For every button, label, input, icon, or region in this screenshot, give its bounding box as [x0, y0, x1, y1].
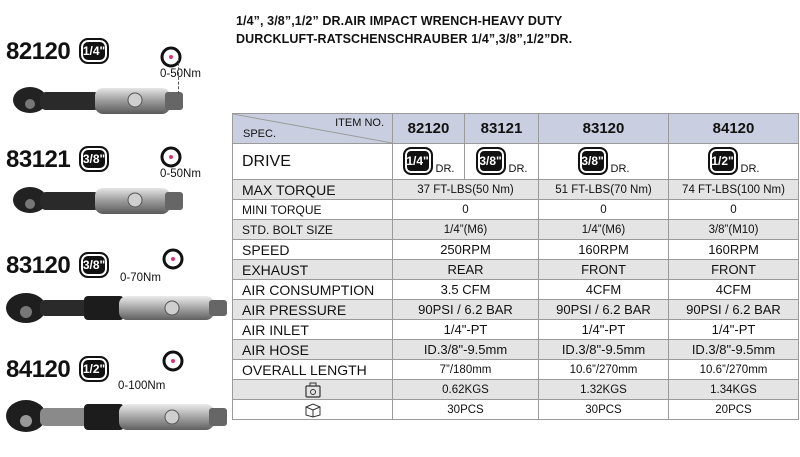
ratchet-wrench-image [4, 286, 229, 330]
drive-suffix: DR. [435, 163, 455, 175]
table-header-row [233, 114, 799, 144]
cell: 20PCS [669, 400, 799, 420]
row-label: AIR CONSUMPTION [233, 280, 393, 300]
cell: 0 [539, 200, 669, 220]
cell: 0.62KGS [393, 380, 539, 400]
cell: FRONT [539, 260, 669, 280]
cell: 10.6”/270mm [669, 360, 799, 380]
row-label: AIR HOSE [233, 340, 393, 360]
table-row-air-inlet [233, 320, 799, 340]
row-label: OVERALL LENGTH [233, 360, 393, 380]
row-label: DRIVE [233, 144, 393, 180]
table-corner [233, 114, 393, 144]
cell: 4CFM [539, 280, 669, 300]
column-header: 83121 [465, 114, 539, 144]
drive-size-badge: 3/8" [79, 252, 109, 278]
cell: FRONT [669, 260, 799, 280]
drive-suffix: DR. [610, 163, 630, 175]
drive-suffix: DR. [508, 163, 528, 175]
carton-icon [303, 402, 323, 418]
table-row-speed [233, 240, 799, 260]
torque-icon [158, 44, 184, 70]
cell: 51 FT-LBS(70 Nm) [539, 180, 669, 200]
table-row-air-consumption [233, 280, 799, 300]
cell: 1.32KGS [539, 380, 669, 400]
title-line-1: 1/4”, 3/8”,1/2” DR.AIR IMPACT WRENCH-HEAVY DUTY [236, 14, 563, 28]
cell: 160RPM [669, 240, 799, 260]
drive-cell [669, 144, 799, 180]
table-row-mini-torque [233, 200, 799, 220]
torque-icon [160, 246, 186, 272]
title-line-2: DURCKLUFT-RATSCHENSCHRAUBER 1/4”,3/8”,1/2”DR. [236, 32, 573, 46]
cell: 3/8”(M10) [669, 220, 799, 240]
row-label: EXHAUST [233, 260, 393, 280]
cell: 1/4"-PT [539, 320, 669, 340]
spec-label: SPEC. [243, 128, 277, 140]
ratchet-wrench-image [10, 180, 185, 222]
drive-suffix: DR. [740, 163, 760, 175]
ratchet-wrench-image [10, 80, 185, 122]
table-row-exhaust [233, 260, 799, 280]
table-row-overall-length [233, 360, 799, 380]
page-title [236, 12, 572, 48]
cell: 0 [393, 200, 539, 220]
product-code: 82120 [6, 38, 71, 65]
table-row-drive [233, 144, 799, 180]
column-header: 84120 [669, 114, 799, 144]
cell: 90PSI / 6.2 BAR [393, 300, 539, 320]
drive-size-badge: 3/8" [476, 147, 506, 175]
cell: 10.6”/270mm [539, 360, 669, 380]
torque-range: 0-50Nm [160, 168, 201, 180]
table-row-max-torque [233, 180, 799, 200]
spec-table [232, 113, 799, 420]
cell: 250RPM [393, 240, 539, 260]
cell: REAR [393, 260, 539, 280]
row-label: MINI TORQUE [233, 200, 393, 220]
drive-cell [465, 144, 539, 180]
cell: 90PSI / 6.2 BAR [669, 300, 799, 320]
torque-range: 0-70Nm [120, 272, 161, 284]
cell: 1/4"-PT [669, 320, 799, 340]
row-label: AIR INLET [233, 320, 393, 340]
torque-icon [160, 348, 186, 374]
table-row-weight [233, 380, 799, 400]
column-header: 82120 [393, 114, 465, 144]
drive-size-badge: 3/8" [578, 147, 608, 175]
torque-icon [158, 144, 184, 170]
cell: ID.3/8"-9.5mm [393, 340, 539, 360]
product-83120 [0, 246, 235, 346]
drive-size-badge: 1/2" [708, 147, 738, 175]
row-label: SPEED [233, 240, 393, 260]
cell: 4CFM [669, 280, 799, 300]
cell: 74 FT-LBS(100 Nm) [669, 180, 799, 200]
product-84120 [0, 350, 235, 450]
weight-icon [304, 382, 322, 398]
row-label: AIR PRESSURE [233, 300, 393, 320]
weight-icon-cell [233, 380, 393, 400]
table-row-air-hose [233, 340, 799, 360]
product-83121 [0, 138, 235, 238]
cell: ID.3/8"-9.5mm [539, 340, 669, 360]
drive-size-badge: 1/4" [403, 147, 433, 175]
cell: 30PCS [393, 400, 539, 420]
product-code: 83121 [6, 146, 71, 173]
table-row-air-pressure [233, 300, 799, 320]
product-82120 [0, 30, 235, 130]
torque-range: 0-50Nm [160, 68, 201, 80]
drive-size-badge: 1/4" [79, 38, 109, 64]
cell: 1/4”(M6) [539, 220, 669, 240]
cell: 1/4”(M6) [393, 220, 539, 240]
row-label: MAX TORQUE [233, 180, 393, 200]
table-row-carton-qty [233, 400, 799, 420]
drive-cell [539, 144, 669, 180]
cell: 7”/180mm [393, 360, 539, 380]
cell: 90PSI / 6.2 BAR [539, 300, 669, 320]
cell: ID.3/8"-9.5mm [669, 340, 799, 360]
product-code: 83120 [6, 252, 71, 279]
item-no-label: ITEM NO. [335, 117, 384, 129]
row-label: STD. BOLT SIZE [233, 220, 393, 240]
cell: 0 [669, 200, 799, 220]
cell: 1/4"-PT [393, 320, 539, 340]
cell: 160RPM [539, 240, 669, 260]
drive-size-badge: 3/8" [79, 146, 109, 172]
carton-icon-cell [233, 400, 393, 420]
product-code: 84120 [6, 356, 71, 383]
torque-range: 0-100Nm [118, 380, 166, 392]
cell: 3.5 CFM [393, 280, 539, 300]
column-header: 83120 [539, 114, 669, 144]
table-row-bolt-size [233, 220, 799, 240]
cell: 37 FT-LBS(50 Nm) [393, 180, 539, 200]
drive-cell [393, 144, 465, 180]
cell: 1.34KGS [669, 380, 799, 400]
cell: 30PCS [539, 400, 669, 420]
ratchet-wrench-image [4, 394, 229, 440]
drive-size-badge: 1/2" [79, 356, 109, 382]
